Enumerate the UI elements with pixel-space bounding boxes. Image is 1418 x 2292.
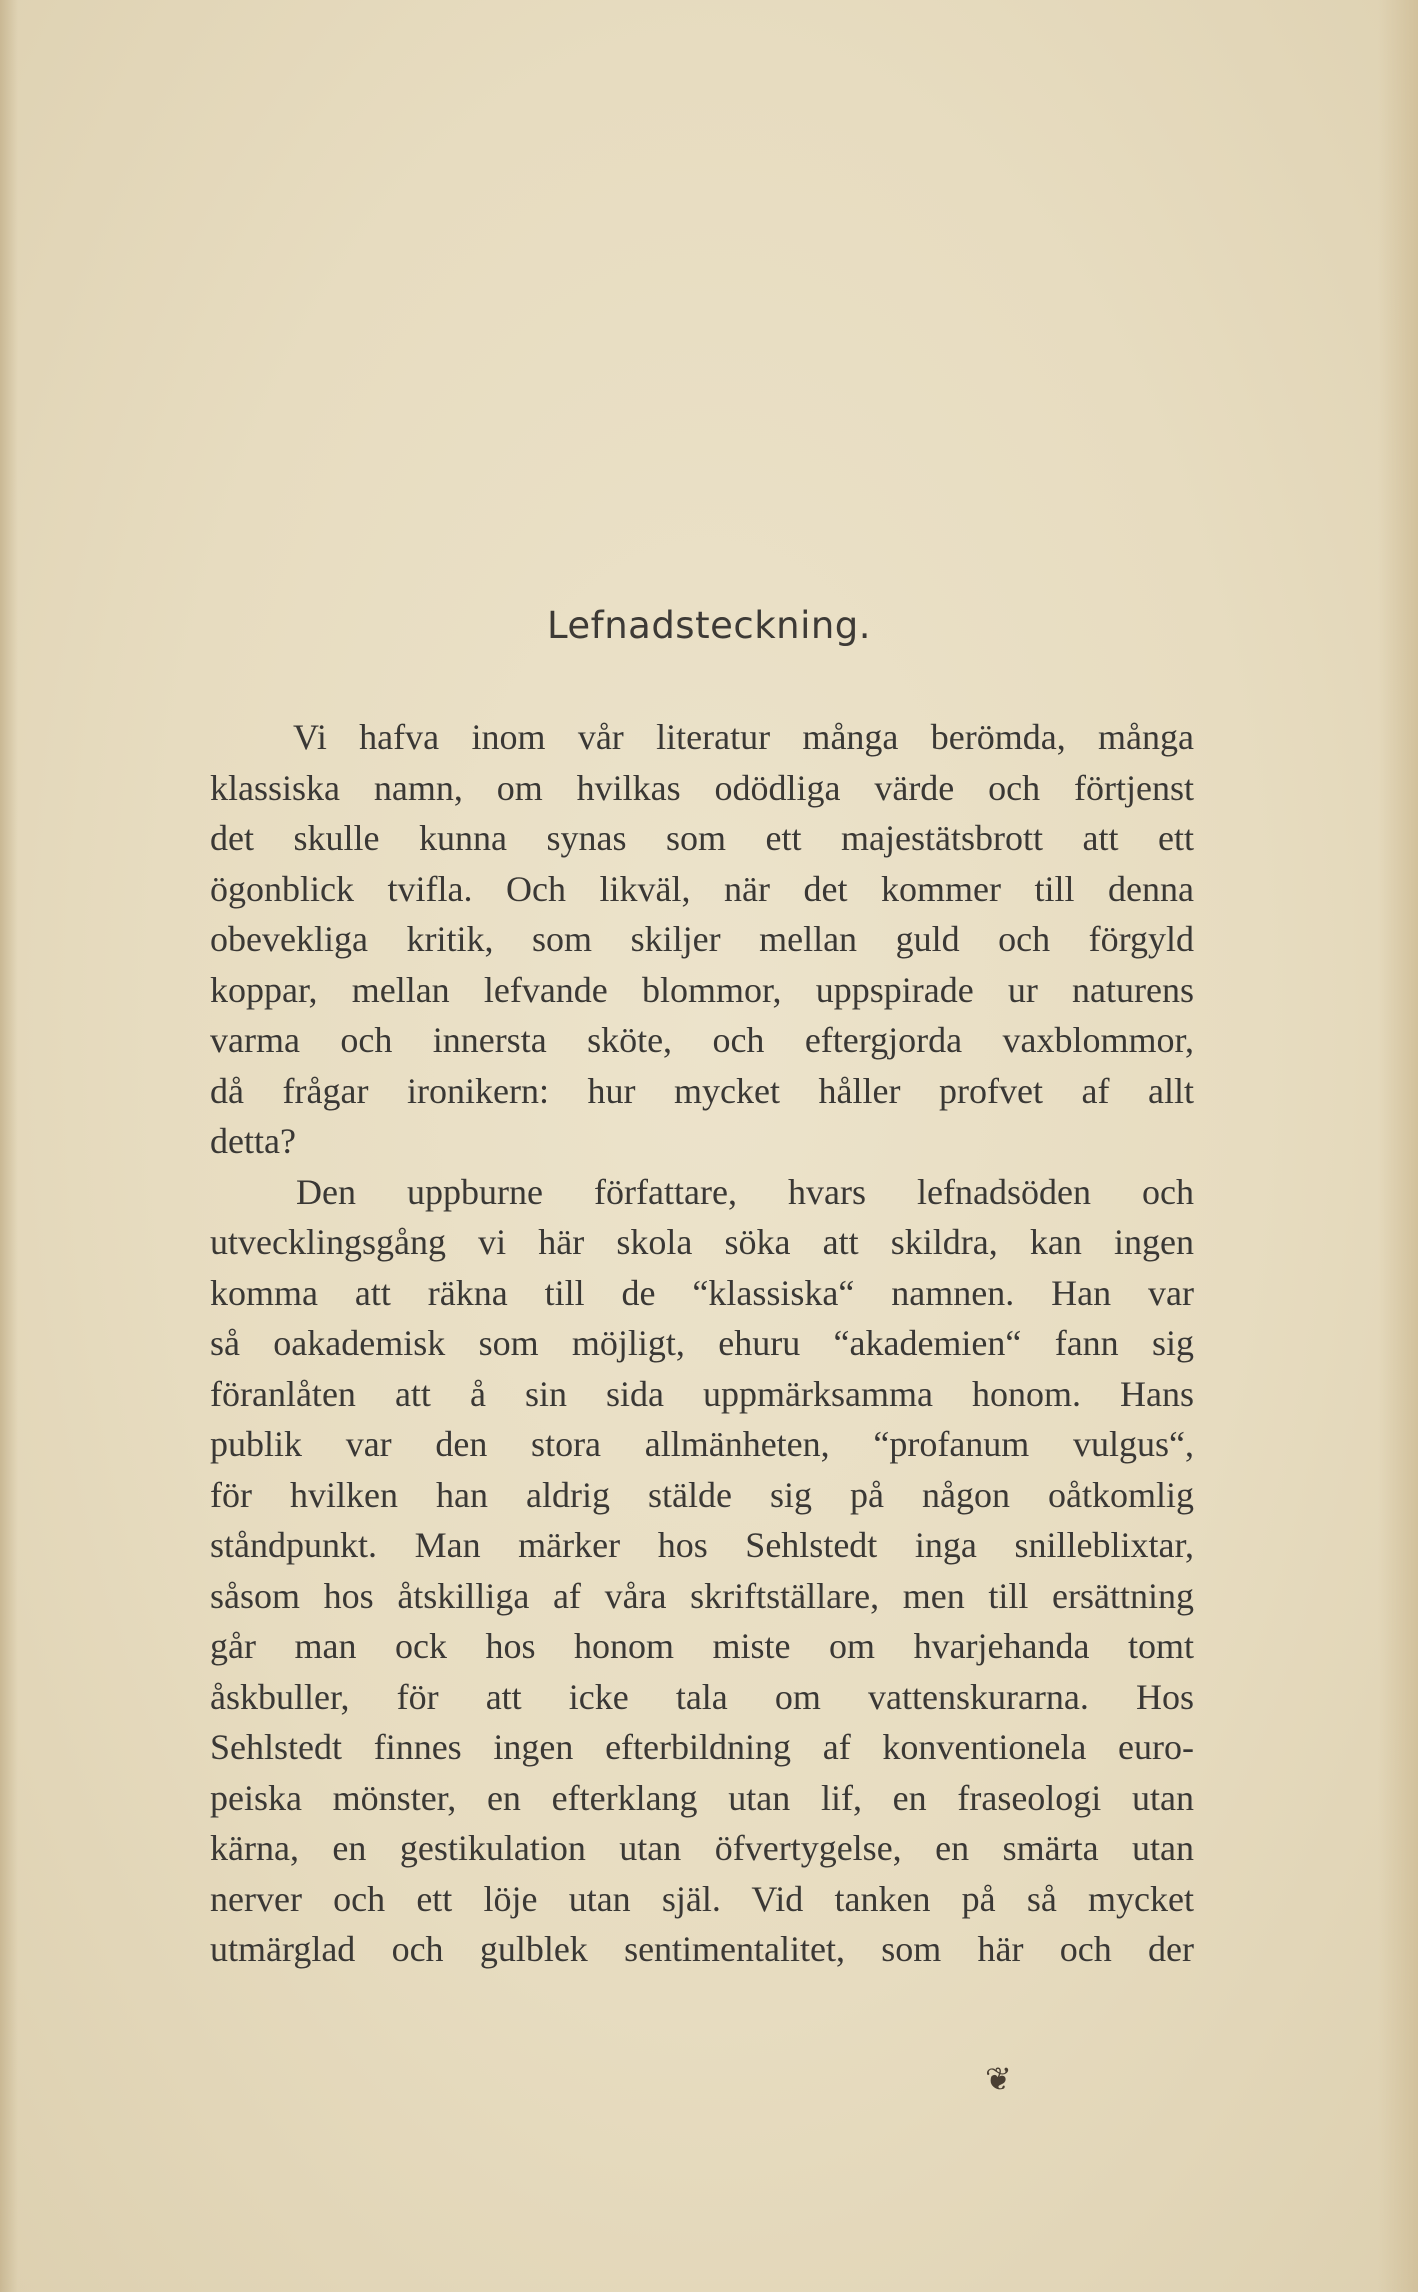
text-line: det skulle kunna synas som ett majestätsbrott att ett bbox=[210, 818, 1194, 858]
text-line: för hvilken han aldrig stälde sig på någon oåtkomlig bbox=[210, 1474, 1194, 1515]
text-line: föranlåten att å sin sida uppmärksamma honom. Hans bbox=[210, 1373, 1194, 1414]
text-line: åskbuller, för att icke tala om vattenskurarna. Hos bbox=[210, 1676, 1194, 1717]
text-line: klassiska namn, om hvilkas odödliga värde och förtjenst bbox=[210, 767, 1194, 808]
text-line: peiska mönster, en efterklang utan lif, en fraseologi utan bbox=[210, 1777, 1194, 1818]
text-line: Sehlstedt finnes ingen efterbildning af konventionela euro- bbox=[210, 1727, 1194, 1767]
text-line: komma att räkna till de “klassiska“ namnen. Han var bbox=[210, 1272, 1194, 1313]
text-line: kärna, en gestikulation utan öfvertygelse, en smärta utan bbox=[210, 1828, 1194, 1868]
text-line: Vi hafva inom vår literatur många berömda, många bbox=[293, 717, 1194, 757]
text-line: ståndpunkt. Man märker hos Sehlstedt inga snilleblixtar, bbox=[210, 1525, 1194, 1565]
ink-mark-icon: ❦ bbox=[985, 2060, 1012, 2098]
text-line: så oakademisk som möjligt, ehuru “akademien“ fann sig bbox=[210, 1323, 1194, 1363]
text-line: publik var den stora allmänheten, “profanum vulgus“, bbox=[210, 1424, 1194, 1464]
text-line: såsom hos åtskilliga af våra skriftställare, men till ersättning bbox=[210, 1575, 1194, 1616]
text-line: obevekliga kritik, som skiljer mellan guld och förgyld bbox=[210, 919, 1194, 959]
text-line: utmärglad och gulblek sentimentalitet, som här och der bbox=[210, 1929, 1194, 1969]
text-line: detta? bbox=[210, 1121, 296, 1161]
text-line: då frågar ironikern: hur mycket håller profvet af allt bbox=[210, 1070, 1194, 1111]
text-line: Den uppburne författare, hvars lefnadsöden och bbox=[296, 1171, 1194, 1212]
text-line: ögonblick tvifla. Och likväl, när det kommer till denna bbox=[210, 868, 1194, 909]
chapter-heading: Lefnadsteckning. bbox=[546, 604, 872, 647]
text-line: koppar, mellan lefvande blommor, uppspirade ur naturens bbox=[210, 969, 1194, 1010]
text-line: varma och innersta sköte, och eftergjorda vaxblommor, bbox=[210, 1020, 1194, 1060]
text-line: nerver och ett löje utan själ. Vid tanken på så mycket bbox=[210, 1878, 1194, 1919]
text-line: utvecklingsgång vi här skola söka att skildra, kan ingen bbox=[210, 1222, 1194, 1262]
text-line: går man ock hos honom miste om hvarjehanda tomt bbox=[210, 1626, 1194, 1666]
body-text bbox=[210, 712, 1194, 1975]
